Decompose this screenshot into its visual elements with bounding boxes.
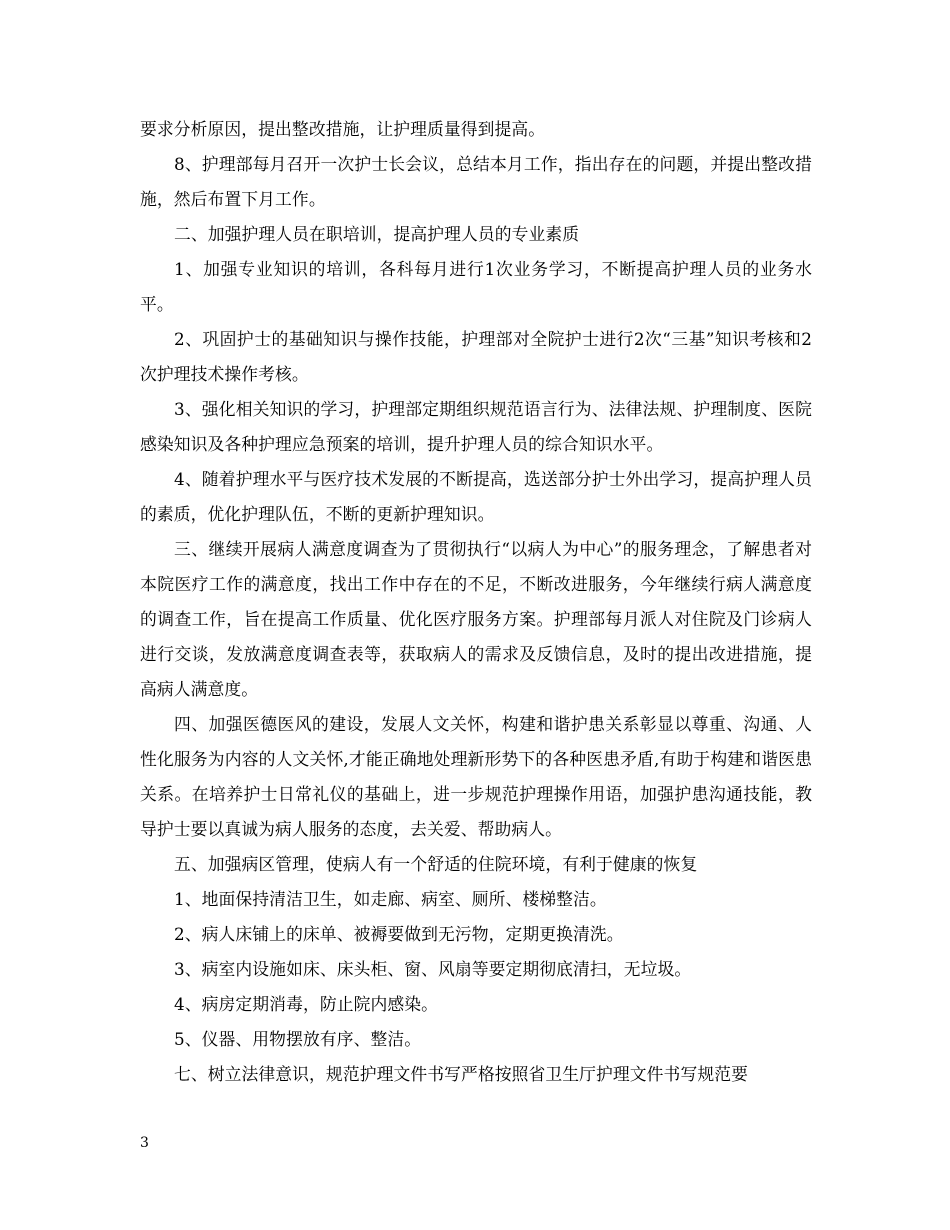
section-heading-5: 五、加强病区管理，使病人有一个舒适的住院环境，有利于健康的恢复 (174, 854, 698, 874)
paragraph-item-8: 8、护理部每月召开一次护士长会议，总结本月工作，指出存在的问题，并提出整改措施，然后布置下月工作。 (140, 154, 812, 209)
document-body (140, 112, 812, 1092)
paragraph-item-5-5: 5、仪器、用物摆放有序、整洁。 (174, 1029, 422, 1049)
paragraph-item-2-4: 4、随着护理水平与医疗技术发展的不断提高，选送部分护士外出学习，提高护理人员的素质，优化护理队伍，不断的更新护理知识。 (140, 469, 812, 524)
paragraph-item-5-1: 1、地面保持清洁卫生，如走廊、病室、厕所、楼梯整洁。 (174, 889, 607, 909)
paragraph-item-2-3: 3、强化相关知识的学习，护理部定期组织规范语言行为、法律法规、护理制度、医院感染知识及各种护理应急预案的培训，提升护理人员的综合知识水平。 (140, 399, 812, 454)
section-heading-2: 二、加强护理人员在职培训，提高护理人员的专业素质 (174, 224, 580, 244)
paragraph-continuation: 要求分析原因，提出整改措施，让护理质量得到提高。 (140, 119, 546, 139)
section-7-paragraph: 七、树立法律意识，规范护理文件书写严格按照省卫生厅护理文件书写规范要 (174, 1064, 748, 1084)
section-4-paragraph: 四、加强医德医风的建设，发展人文关怀，构建和谐护患关系彰显以尊重、沟通、人性化服务为内容的人文关怀,才能正确地处理新形势下的各种医患矛盾,有助于构建和谐医患关系。在培养护士日常礼仪的基础上，进一步规范护理操作用语，加强护患沟通技能，教导护士要以真诚为病人服务的态度，去关爱、帮助病人。 (140, 714, 812, 839)
paragraph-item-5-4: 4、病房定期消毒，防止院内感染。 (174, 994, 438, 1014)
paragraph-item-5-3: 3、病室内设施如床、床头柜、窗、风扇等要定期彻底清扫，无垃圾。 (174, 959, 692, 979)
page-number: 3 (140, 1135, 149, 1151)
section-3-paragraph: 三、继续开展病人满意度调查为了贯彻执行“以病人为中心”的服务理念，了解患者对本院医疗工作的满意度，找出工作中存在的不足，不断改进服务，今年继续行病人满意度的调查工作，旨在提高工作质量、优化医疗服务方案。护理部每月派人对住院及门诊病人进行交谈，发放满意度调查表等，获取病人的需求及反馈信息，及时的提出改进措施，提高病人满意度。 (140, 539, 812, 699)
paragraph-item-2-2: 2、巩固护士的基础知识与操作技能，护理部对全院护士进行2次“三基”知识考核和2次护理技术操作考核。 (140, 329, 812, 384)
paragraph-item-2-1: 1、加强专业知识的培训，各科每月进行1次业务学习，不断提高护理人员的业务水平。 (140, 259, 812, 314)
paragraph-item-5-2: 2、病人床铺上的床单、被褥要做到无污物，定期更换清洗。 (174, 924, 624, 944)
